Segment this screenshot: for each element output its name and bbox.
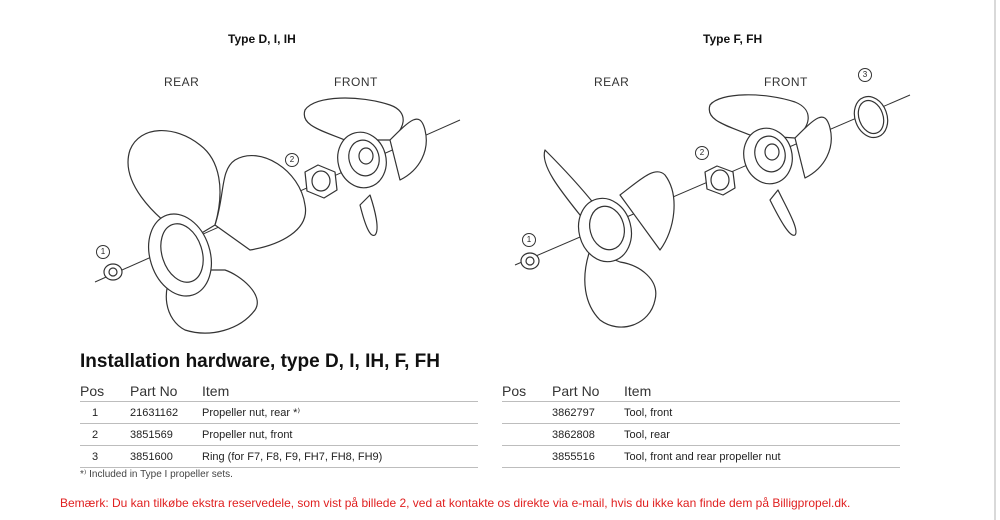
row-part-no: 3851569 (130, 424, 202, 446)
front-propeller-right (709, 95, 831, 235)
table-row (502, 424, 900, 446)
front-label-right: FRONT (764, 75, 808, 89)
row-pos: 3 (80, 446, 130, 468)
hardware-table-right (502, 381, 900, 468)
front-nut-right (705, 166, 735, 195)
column-header-part-no: Part No (130, 383, 178, 399)
callout-1-left: 1 (96, 245, 110, 259)
row-pos: 2 (80, 424, 130, 446)
row-item: Tool, rear (624, 424, 900, 446)
table-row (80, 402, 478, 424)
front-nut-left (305, 165, 337, 198)
table-row (80, 424, 478, 446)
row-part-no: 3855516 (552, 446, 624, 468)
row-pos (502, 424, 552, 446)
column-header-part-no: Part No (552, 383, 600, 399)
row-pos (502, 402, 552, 424)
table-row (502, 446, 900, 468)
column-header-pos: Pos (502, 383, 527, 399)
row-part-no: 3851600 (130, 446, 202, 468)
row-part-no: 3862808 (552, 424, 624, 446)
rear-nut-left (104, 264, 122, 280)
diagram-title-right: Type F, FH (703, 32, 763, 46)
row-item: Tool, front (624, 402, 900, 424)
ring-right (849, 92, 893, 142)
shop-notice: Bemærk: Du kan tilkøbe ekstra reservedele, som vist på billede 2, ved at kontakte os direkte via e-mail, hvis du ikke kan finde dem på Billigpropel.dk. (60, 496, 851, 510)
front-label-left: FRONT (334, 75, 378, 89)
row-part-no: 21631162 (130, 402, 202, 424)
row-item: Propeller nut, front (202, 424, 478, 446)
row-pos (502, 446, 552, 468)
callout-1-right: 1 (522, 233, 536, 247)
row-pos: 1 (80, 402, 130, 424)
rear-nut-right (521, 253, 539, 269)
rear-propeller-right (544, 150, 674, 327)
rear-label-right: REAR (594, 75, 630, 89)
callout-2-left: 2 (285, 153, 299, 167)
column-header-item: Item (624, 383, 652, 399)
row-part-no: 3862797 (552, 402, 624, 424)
table-footnote: *⁾ Included in Type I propeller sets. (80, 469, 233, 480)
hardware-table-left (80, 381, 478, 468)
column-header-item: Item (202, 383, 230, 399)
rear-label-left: REAR (164, 75, 200, 89)
callout-2-right: 2 (695, 146, 709, 160)
callout-3-right: 3 (858, 68, 872, 82)
row-item: Tool, front and rear propeller nut (624, 446, 900, 468)
column-header-pos: Pos (80, 383, 105, 399)
rear-propeller-left (128, 131, 305, 333)
table-row (80, 446, 478, 468)
table-row (502, 402, 900, 424)
row-item: Propeller nut, rear *⁾ (202, 402, 478, 424)
row-item: Ring (for F7, F8, F9, FH7, FH8, FH9) (202, 446, 478, 468)
diagram-title-left: Type D, I, IH (228, 32, 296, 46)
hardware-heading: Installation hardware, type D, I, IH, F, FH (80, 351, 441, 372)
